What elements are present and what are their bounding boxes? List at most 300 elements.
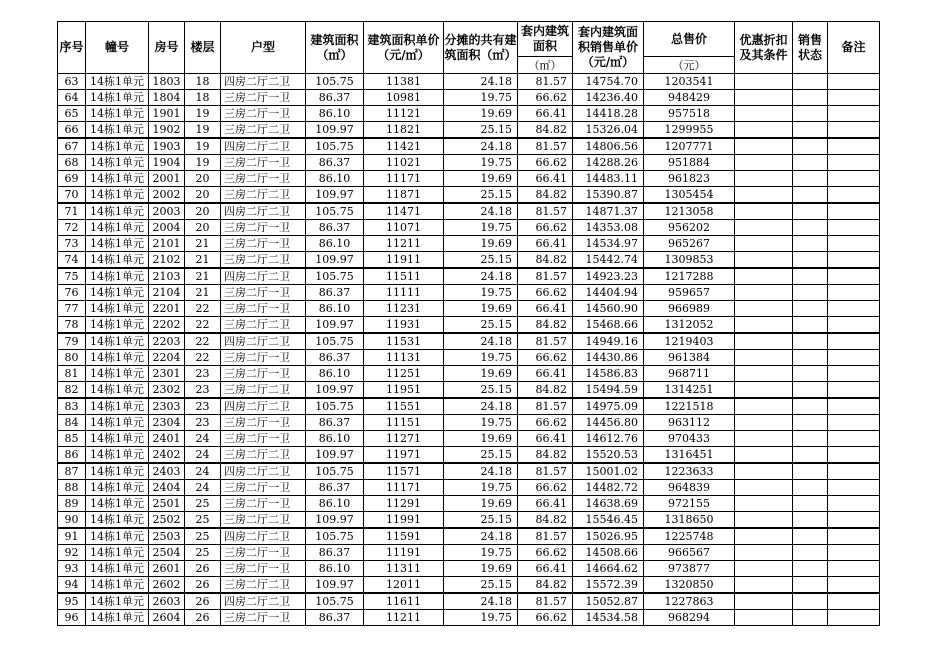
- table-row: [58, 203, 880, 220]
- col-header-room: 房号: [149, 22, 185, 74]
- cell-inner-price: 15326.04: [573, 122, 644, 139]
- cell-inner-area: 66.41: [518, 366, 573, 382]
- cell-build-area: 105.75: [306, 398, 364, 415]
- cell-seq: 76: [58, 285, 86, 301]
- cell-shared-area: 24.18: [444, 398, 518, 415]
- cell-shared-area: 24.18: [444, 528, 518, 545]
- cell-floor: 22: [185, 317, 221, 334]
- cell-status: [793, 366, 828, 382]
- cell-floor: 23: [185, 366, 221, 382]
- cell-floor: 18: [185, 74, 221, 90]
- cell-seq: 73: [58, 236, 86, 252]
- cell-build-price: 11211: [364, 236, 444, 252]
- cell-shared-area: 19.75: [444, 610, 518, 626]
- cell-room: 1902: [149, 122, 185, 139]
- cell-building: 14栋1单元: [86, 350, 149, 366]
- cell-seq: 68: [58, 155, 86, 171]
- table-row: [58, 463, 880, 480]
- cell-building: 14栋1单元: [86, 268, 149, 285]
- cell-total: 968294: [644, 610, 735, 626]
- cell-build-price: 11531: [364, 333, 444, 350]
- cell-build-price: 11871: [364, 187, 444, 204]
- cell-build-price: 11381: [364, 74, 444, 90]
- cell-build-area: 86.37: [306, 285, 364, 301]
- cell-total: 1316451: [644, 447, 735, 464]
- cell-building: 14栋1单元: [86, 333, 149, 350]
- cell-build-price: 11971: [364, 447, 444, 464]
- cell-seq: 81: [58, 366, 86, 382]
- cell-total: 964839: [644, 480, 735, 496]
- cell-inner-price: 14975.09: [573, 398, 644, 415]
- cell-note: [828, 528, 880, 545]
- cell-build-area: 86.10: [306, 301, 364, 317]
- cell-inner-price: 14430.86: [573, 350, 644, 366]
- cell-shared-area: 19.75: [444, 415, 518, 431]
- table-row: [58, 220, 880, 236]
- cell-note: [828, 366, 880, 382]
- cell-inner-price: 14754.70: [573, 74, 644, 90]
- cell-layout: 三房二厅一卫: [221, 545, 306, 561]
- cell-layout: 三房二厅一卫: [221, 220, 306, 236]
- cell-layout: 三房二厅一卫: [221, 415, 306, 431]
- cell-room: 2603: [149, 593, 185, 610]
- cell-seq: 93: [58, 561, 86, 577]
- cell-discount: [735, 171, 793, 187]
- cell-note: [828, 398, 880, 415]
- cell-total: 959657: [644, 285, 735, 301]
- cell-build-price: 11421: [364, 138, 444, 155]
- cell-build-area: 86.37: [306, 155, 364, 171]
- cell-total: 1299955: [644, 122, 735, 139]
- cell-status: [793, 187, 828, 204]
- table-row: [58, 301, 880, 317]
- table-row: [58, 496, 880, 512]
- cell-floor: 24: [185, 480, 221, 496]
- cell-room: 2503: [149, 528, 185, 545]
- cell-seq: 77: [58, 301, 86, 317]
- cell-total: 1309853: [644, 252, 735, 269]
- table-row: [58, 171, 880, 187]
- cell-status: [793, 74, 828, 90]
- table-row: [58, 545, 880, 561]
- cell-status: [793, 301, 828, 317]
- cell-note: [828, 480, 880, 496]
- cell-note: [828, 447, 880, 464]
- cell-shared-area: 25.15: [444, 447, 518, 464]
- cell-room: 2101: [149, 236, 185, 252]
- cell-total: 961384: [644, 350, 735, 366]
- table-row: [58, 610, 880, 626]
- table-row: [58, 447, 880, 464]
- cell-shared-area: 19.75: [444, 155, 518, 171]
- cell-layout: 四房二厅二卫: [221, 268, 306, 285]
- cell-status: [793, 155, 828, 171]
- cell-status: [793, 317, 828, 334]
- cell-note: [828, 512, 880, 529]
- col-header-status: 销售状态: [793, 22, 828, 74]
- cell-total: 1314251: [644, 382, 735, 399]
- cell-total: 957518: [644, 106, 735, 122]
- cell-build-area: 105.75: [306, 463, 364, 480]
- cell-room: 2602: [149, 577, 185, 594]
- cell-shared-area: 25.15: [444, 317, 518, 334]
- cell-layout: 四房二厅二卫: [221, 74, 306, 90]
- cell-build-area: 86.10: [306, 171, 364, 187]
- cell-building: 14栋1单元: [86, 561, 149, 577]
- cell-build-area: 105.75: [306, 593, 364, 610]
- cell-seq: 87: [58, 463, 86, 480]
- cell-discount: [735, 382, 793, 399]
- cell-shared-area: 24.18: [444, 333, 518, 350]
- cell-build-area: 109.97: [306, 512, 364, 529]
- cell-room: 2001: [149, 171, 185, 187]
- cell-note: [828, 610, 880, 626]
- cell-building: 14栋1单元: [86, 252, 149, 269]
- cell-seq: 63: [58, 74, 86, 90]
- cell-floor: 26: [185, 610, 221, 626]
- cell-layout: 三房二厅一卫: [221, 496, 306, 512]
- cell-shared-area: 19.69: [444, 106, 518, 122]
- cell-room: 2501: [149, 496, 185, 512]
- cell-inner-area: 66.41: [518, 431, 573, 447]
- cell-inner-price: 14638.69: [573, 496, 644, 512]
- cell-inner-area: 66.41: [518, 106, 573, 122]
- cell-floor: 26: [185, 561, 221, 577]
- cell-inner-area: 66.62: [518, 415, 573, 431]
- table-row: [58, 577, 880, 594]
- cell-layout: 三房二厅一卫: [221, 350, 306, 366]
- cell-discount: [735, 561, 793, 577]
- cell-room: 2102: [149, 252, 185, 269]
- cell-inner-price: 15572.39: [573, 577, 644, 594]
- cell-inner-area: 84.82: [518, 187, 573, 204]
- cell-inner-area: 66.62: [518, 545, 573, 561]
- cell-layout: 三房二厅一卫: [221, 236, 306, 252]
- cell-floor: 21: [185, 285, 221, 301]
- cell-note: [828, 122, 880, 139]
- cell-building: 14栋1单元: [86, 415, 149, 431]
- table-row: [58, 366, 880, 382]
- cell-discount: [735, 317, 793, 334]
- cell-build-price: 11171: [364, 171, 444, 187]
- cell-floor: 22: [185, 350, 221, 366]
- cell-discount: [735, 285, 793, 301]
- cell-layout: 三房二厅一卫: [221, 155, 306, 171]
- table-row: [58, 317, 880, 334]
- cell-floor: 25: [185, 496, 221, 512]
- cell-build-price: 12011: [364, 577, 444, 594]
- cell-floor: 23: [185, 398, 221, 415]
- cell-room: 1903: [149, 138, 185, 155]
- cell-shared-area: 19.69: [444, 301, 518, 317]
- cell-floor: 22: [185, 301, 221, 317]
- cell-floor: 20: [185, 220, 221, 236]
- cell-room: 2402: [149, 447, 185, 464]
- cell-status: [793, 593, 828, 610]
- cell-discount: [735, 415, 793, 431]
- cell-build-price: 11191: [364, 545, 444, 561]
- cell-floor: 19: [185, 106, 221, 122]
- cell-status: [793, 398, 828, 415]
- cell-inner-area: 81.57: [518, 333, 573, 350]
- cell-build-price: 11571: [364, 463, 444, 480]
- cell-building: 14栋1单元: [86, 480, 149, 496]
- table-row: [58, 268, 880, 285]
- cell-build-price: 10981: [364, 90, 444, 106]
- cell-building: 14栋1单元: [86, 463, 149, 480]
- table-row: [58, 333, 880, 350]
- cell-shared-area: 24.18: [444, 463, 518, 480]
- cell-discount: [735, 610, 793, 626]
- col-unit-inner-area: （㎡）: [518, 57, 573, 74]
- cell-note: [828, 545, 880, 561]
- cell-status: [793, 528, 828, 545]
- cell-build-area: 109.97: [306, 252, 364, 269]
- cell-floor: 26: [185, 593, 221, 610]
- col-header-layout: 户型: [221, 22, 306, 74]
- cell-inner-area: 66.41: [518, 171, 573, 187]
- cell-build-area: 86.10: [306, 236, 364, 252]
- cell-floor: 21: [185, 252, 221, 269]
- cell-note: [828, 593, 880, 610]
- cell-inner-price: 15520.53: [573, 447, 644, 464]
- col-header-seq: 序号: [58, 22, 86, 74]
- cell-inner-area: 81.57: [518, 463, 573, 480]
- cell-discount: [735, 447, 793, 464]
- cell-total: 961823: [644, 171, 735, 187]
- cell-shared-area: 24.18: [444, 268, 518, 285]
- header-row: [58, 22, 880, 57]
- cell-room: 2201: [149, 301, 185, 317]
- cell-building: 14栋1单元: [86, 301, 149, 317]
- cell-layout: 三房二厅二卫: [221, 577, 306, 594]
- cell-discount: [735, 252, 793, 269]
- cell-status: [793, 236, 828, 252]
- cell-seq: 70: [58, 187, 86, 204]
- table-row: [58, 415, 880, 431]
- cell-inner-price: 14456.80: [573, 415, 644, 431]
- cell-total: 956202: [644, 220, 735, 236]
- cell-building: 14栋1单元: [86, 545, 149, 561]
- cell-build-area: 86.37: [306, 220, 364, 236]
- cell-build-price: 11291: [364, 496, 444, 512]
- cell-build-price: 11271: [364, 431, 444, 447]
- cell-inner-area: 66.62: [518, 610, 573, 626]
- cell-build-price: 11511: [364, 268, 444, 285]
- cell-total: 970433: [644, 431, 735, 447]
- table-row: [58, 122, 880, 139]
- cell-shared-area: 19.69: [444, 236, 518, 252]
- cell-floor: 21: [185, 268, 221, 285]
- cell-build-price: 11121: [364, 106, 444, 122]
- cell-inner-price: 14404.94: [573, 285, 644, 301]
- cell-building: 14栋1单元: [86, 74, 149, 90]
- table-row: [58, 252, 880, 269]
- cell-note: [828, 138, 880, 155]
- cell-layout: 三房二厅一卫: [221, 366, 306, 382]
- cell-inner-price: 15468.66: [573, 317, 644, 334]
- cell-floor: 25: [185, 545, 221, 561]
- col-unit-total: （元）: [644, 57, 735, 74]
- table-row: [58, 138, 880, 155]
- cell-inner-area: 66.41: [518, 561, 573, 577]
- cell-build-area: 86.37: [306, 90, 364, 106]
- cell-inner-area: 81.57: [518, 203, 573, 220]
- cell-build-area: 86.37: [306, 350, 364, 366]
- cell-note: [828, 561, 880, 577]
- cell-floor: 20: [185, 187, 221, 204]
- cell-room: 1901: [149, 106, 185, 122]
- table-row: [58, 593, 880, 610]
- cell-shared-area: 24.18: [444, 138, 518, 155]
- cell-room: 2404: [149, 480, 185, 496]
- cell-build-area: 86.10: [306, 431, 364, 447]
- cell-build-area: 105.75: [306, 74, 364, 90]
- cell-status: [793, 512, 828, 529]
- cell-total: 1318650: [644, 512, 735, 529]
- cell-floor: 24: [185, 463, 221, 480]
- cell-build-area: 86.37: [306, 610, 364, 626]
- cell-build-price: 11611: [364, 593, 444, 610]
- cell-status: [793, 350, 828, 366]
- cell-status: [793, 431, 828, 447]
- cell-build-price: 11931: [364, 317, 444, 334]
- cell-building: 14栋1单元: [86, 577, 149, 594]
- cell-shared-area: 25.15: [444, 382, 518, 399]
- cell-floor: 20: [185, 203, 221, 220]
- cell-building: 14栋1单元: [86, 236, 149, 252]
- cell-shared-area: 19.69: [444, 561, 518, 577]
- cell-room: 2301: [149, 366, 185, 382]
- cell-build-price: 11471: [364, 203, 444, 220]
- cell-inner-area: 84.82: [518, 252, 573, 269]
- cell-build-price: 11021: [364, 155, 444, 171]
- cell-inner-area: 66.62: [518, 285, 573, 301]
- cell-seq: 79: [58, 333, 86, 350]
- cell-discount: [735, 512, 793, 529]
- cell-shared-area: 25.15: [444, 577, 518, 594]
- cell-build-area: 109.97: [306, 447, 364, 464]
- cell-floor: 19: [185, 122, 221, 139]
- cell-seq: 64: [58, 90, 86, 106]
- cell-inner-price: 15546.45: [573, 512, 644, 529]
- cell-build-price: 11821: [364, 122, 444, 139]
- cell-inner-area: 66.41: [518, 236, 573, 252]
- cell-status: [793, 333, 828, 350]
- cell-discount: [735, 236, 793, 252]
- cell-floor: 20: [185, 171, 221, 187]
- cell-inner-area: 66.62: [518, 220, 573, 236]
- cell-status: [793, 138, 828, 155]
- cell-note: [828, 252, 880, 269]
- cell-room: 2104: [149, 285, 185, 301]
- cell-status: [793, 268, 828, 285]
- cell-shared-area: 19.75: [444, 220, 518, 236]
- cell-discount: [735, 74, 793, 90]
- cell-total: 1219403: [644, 333, 735, 350]
- cell-shared-area: 19.75: [444, 350, 518, 366]
- cell-seq: 72: [58, 220, 86, 236]
- table-row: [58, 350, 880, 366]
- cell-build-price: 11951: [364, 382, 444, 399]
- table-row: [58, 155, 880, 171]
- cell-note: [828, 317, 880, 334]
- cell-layout: 三房二厅二卫: [221, 382, 306, 399]
- cell-layout: 三房二厅一卫: [221, 480, 306, 496]
- cell-seq: 82: [58, 382, 86, 399]
- col-header-discount: 优惠折扣及其条件: [735, 22, 793, 74]
- cell-room: 1904: [149, 155, 185, 171]
- cell-status: [793, 447, 828, 464]
- cell-floor: 24: [185, 431, 221, 447]
- cell-note: [828, 155, 880, 171]
- table-row: [58, 398, 880, 415]
- cell-layout: 四房二厅二卫: [221, 203, 306, 220]
- cell-room: 2304: [149, 415, 185, 431]
- cell-shared-area: 19.69: [444, 366, 518, 382]
- table-row: [58, 106, 880, 122]
- cell-build-price: 11211: [364, 610, 444, 626]
- cell-build-price: 11991: [364, 512, 444, 529]
- cell-seq: 66: [58, 122, 86, 139]
- cell-status: [793, 285, 828, 301]
- cell-shared-area: 25.15: [444, 122, 518, 139]
- cell-layout: 三房二厅一卫: [221, 561, 306, 577]
- table-row: [58, 382, 880, 399]
- cell-status: [793, 382, 828, 399]
- cell-seq: 83: [58, 398, 86, 415]
- cell-discount: [735, 398, 793, 415]
- cell-status: [793, 545, 828, 561]
- cell-build-area: 86.37: [306, 415, 364, 431]
- cell-layout: 三房二厅一卫: [221, 610, 306, 626]
- cell-total: 968711: [644, 366, 735, 382]
- cell-room: 2003: [149, 203, 185, 220]
- cell-build-price: 11071: [364, 220, 444, 236]
- cell-inner-area: 81.57: [518, 138, 573, 155]
- cell-building: 14栋1单元: [86, 138, 149, 155]
- cell-seq: 84: [58, 415, 86, 431]
- cell-layout: 三房二厅一卫: [221, 90, 306, 106]
- cell-seq: 89: [58, 496, 86, 512]
- cell-discount: [735, 593, 793, 610]
- cell-total: 1312052: [644, 317, 735, 334]
- col-header-total: 总售价: [644, 22, 735, 57]
- cell-build-area: 105.75: [306, 528, 364, 545]
- cell-floor: 22: [185, 333, 221, 350]
- cell-discount: [735, 350, 793, 366]
- cell-room: 2302: [149, 382, 185, 399]
- cell-note: [828, 577, 880, 594]
- cell-build-price: 11911: [364, 252, 444, 269]
- cell-floor: 19: [185, 155, 221, 171]
- cell-inner-price: 14871.37: [573, 203, 644, 220]
- cell-layout: 四房二厅二卫: [221, 593, 306, 610]
- cell-building: 14栋1单元: [86, 431, 149, 447]
- cell-discount: [735, 496, 793, 512]
- cell-inner-area: 66.62: [518, 350, 573, 366]
- cell-inner-area: 66.41: [518, 301, 573, 317]
- cell-building: 14栋1单元: [86, 317, 149, 334]
- col-header-shared-area: 分摊的共有建筑面积（㎡）: [444, 22, 518, 74]
- cell-room: 2204: [149, 350, 185, 366]
- cell-layout: 三房二厅一卫: [221, 106, 306, 122]
- cell-total: 1320850: [644, 577, 735, 594]
- cell-status: [793, 122, 828, 139]
- col-header-inner-area: 套内建筑面积: [518, 22, 573, 57]
- cell-inner-area: 81.57: [518, 268, 573, 285]
- cell-inner-price: 14508.66: [573, 545, 644, 561]
